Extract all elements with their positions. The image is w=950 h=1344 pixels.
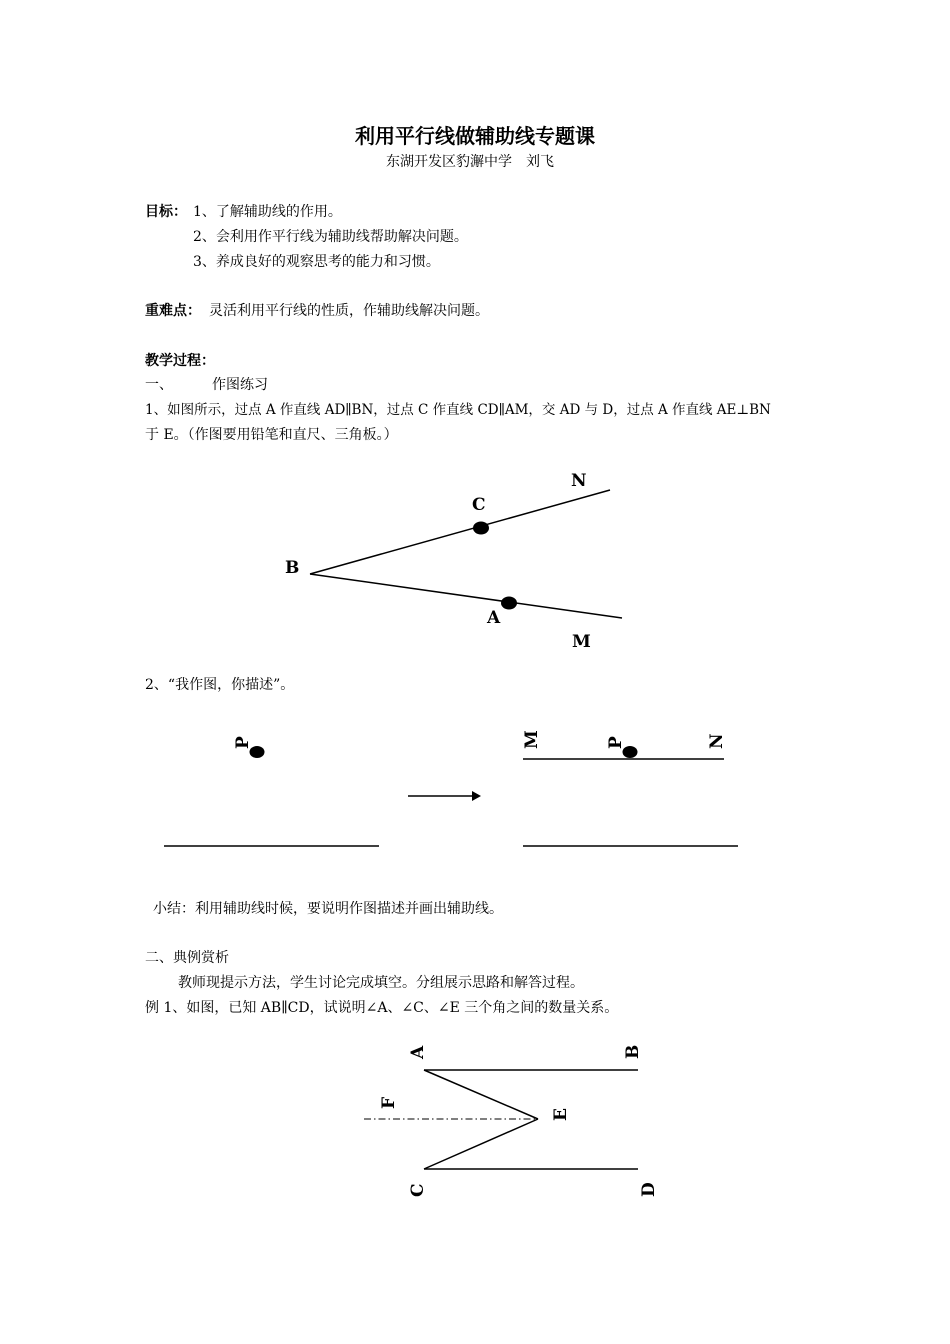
label-n-rotated: N bbox=[707, 733, 727, 749]
question1-line2: 于 E。（作图要用铅笔和直尺、三角板。） bbox=[145, 427, 398, 443]
goal-item: 2、会利用作平行线为辅助线帮助解决问题。 bbox=[193, 229, 468, 245]
label-n: N bbox=[571, 471, 587, 491]
segment-ce bbox=[424, 1119, 538, 1169]
goals-label: 目标： bbox=[145, 204, 187, 220]
question1-line1: 1、如图所示，过点 A 作直线 AD∥BN，过点 C 作直线 CD∥AM，交 AD 与 D，过点 A 作直线 AE⊥BN bbox=[145, 402, 771, 418]
label-c: C bbox=[472, 495, 486, 515]
section2-intro: 教师现提示方法，学生讨论完成填空。分组展示思路和解答过程。 bbox=[178, 975, 584, 991]
label-p-right: P bbox=[606, 736, 626, 749]
summary-text: 小结：利用辅助线时候，要说明作图描述并画出辅助线。 bbox=[153, 901, 503, 917]
process-label: 教学过程： bbox=[145, 353, 215, 369]
section2-title: 二、典例赏析 bbox=[145, 950, 229, 966]
author-line: 东湖开发区豹澥中学 刘飞 bbox=[386, 154, 554, 170]
key-points-text: 灵活利用平行线的性质，作辅助线解决问题。 bbox=[209, 303, 489, 319]
label-f-rotated: F bbox=[379, 1096, 399, 1109]
figure1-angle-diagram bbox=[285, 471, 622, 652]
ray-bn bbox=[310, 490, 610, 574]
ray-bm bbox=[310, 574, 622, 618]
question2: 2、“我作图，你描述”。 bbox=[145, 677, 295, 693]
label-e-rotated: E bbox=[551, 1108, 571, 1121]
key-points-label: 重难点： bbox=[145, 303, 201, 319]
figure2-parallel-diagram bbox=[164, 730, 738, 846]
figure3-example-diagram bbox=[364, 1045, 659, 1197]
label-c-rotated: C bbox=[408, 1183, 428, 1197]
point-c bbox=[473, 522, 489, 535]
section1-title: 作图练习 bbox=[212, 377, 268, 393]
label-m-rotated: M bbox=[522, 730, 542, 749]
arrow-head-icon bbox=[472, 791, 481, 801]
label-p-left: P bbox=[233, 736, 253, 749]
label-a: A bbox=[487, 608, 501, 628]
label-m: M bbox=[572, 632, 591, 652]
section1-number: 一、 bbox=[145, 377, 173, 393]
goal-item: 3、养成良好的观察思考的能力和习惯。 bbox=[193, 254, 440, 270]
page-title: 利用平行线做辅助线专题课 bbox=[355, 124, 595, 148]
goal-item: 1、了解辅助线的作用。 bbox=[193, 204, 342, 220]
label-d-rotated: D bbox=[639, 1182, 659, 1197]
label-a-rotated: A bbox=[408, 1045, 428, 1059]
segment-ae bbox=[424, 1070, 538, 1119]
label-b: B bbox=[285, 558, 300, 578]
point-a bbox=[501, 597, 517, 610]
label-b-rotated: B bbox=[623, 1044, 643, 1059]
example1-text: 例 1、如图，已知 AB∥CD，试说明∠A、∠C、∠E 三个角之间的数量关系。 bbox=[145, 1000, 619, 1016]
